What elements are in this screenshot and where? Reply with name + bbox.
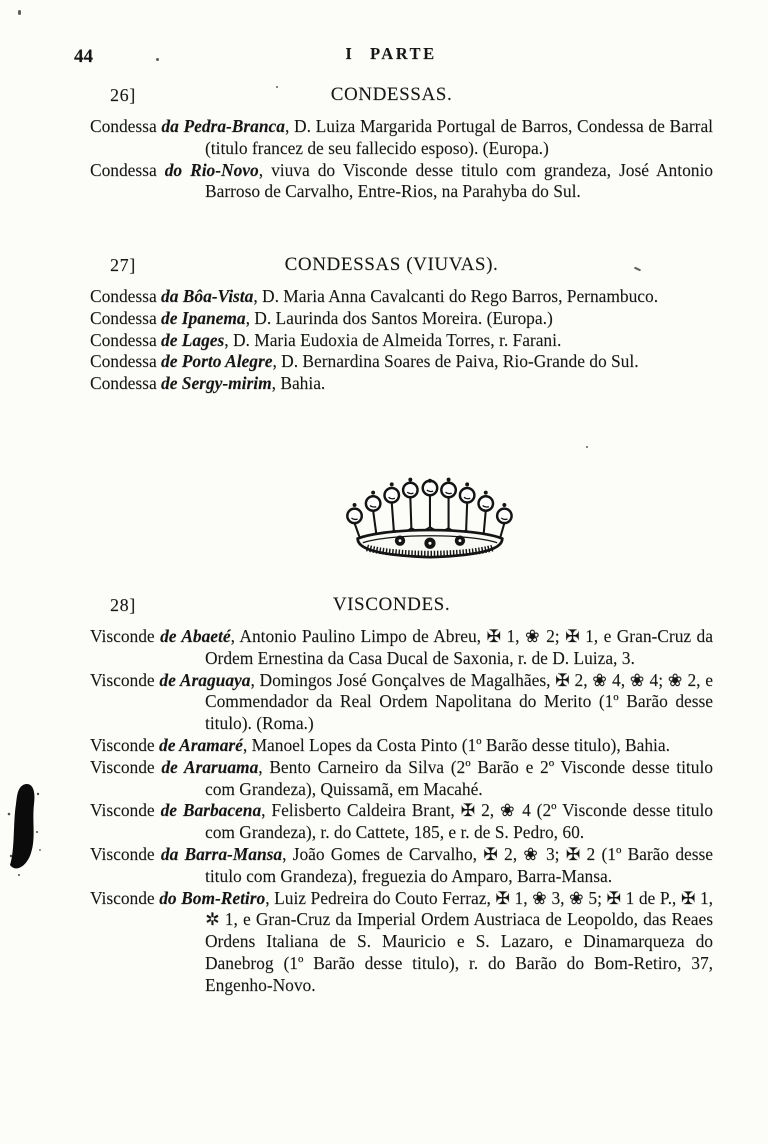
entry-title: de Porto Alegre — [161, 351, 273, 372]
scan-speck — [18, 10, 21, 15]
entry-text: , viuva do Visconde desse titulo com grandeza, José Antonio Barroso de Carvalho, Entre-Rios, na Parahyba do Sul. — [205, 159, 713, 202]
entry-lead: Condessa — [90, 329, 157, 350]
entry-text: , Felisberto Caldeira Brant, ✠ 2, ❀ 4 (2º Visconde desse titulo com Grandeza), r. do Cattete, 185, e r. de S. Pedro, 60. — [205, 800, 713, 843]
entry-title: da Barra-Mansa — [160, 843, 283, 864]
entry-title: de Abaeté — [160, 626, 231, 646]
entry — [70, 735, 713, 757]
entry-title: de Araguaya — [159, 669, 251, 690]
entry-lead: Condessa — [90, 307, 157, 328]
entry-text: , D. Laurinda dos Santos Moreira. (Europa.) — [245, 307, 553, 328]
entry — [70, 286, 713, 308]
entry — [70, 351, 713, 373]
entry — [70, 308, 713, 330]
viscount-coronet-icon — [338, 477, 524, 563]
page-number: 44 — [74, 46, 93, 67]
entry — [70, 160, 713, 204]
entry — [70, 844, 713, 888]
scan-speck — [156, 58, 159, 61]
section-heading-row — [70, 254, 713, 276]
entry-title: de Ipanema — [161, 307, 246, 328]
entry — [70, 626, 713, 670]
entry-title: de Araruama — [161, 756, 259, 777]
section-viscondes — [70, 594, 713, 997]
entry-title: de Barbacena — [160, 800, 262, 821]
entry-title: de Aramaré — [159, 734, 243, 755]
entry-text: , João Gomes de Carvalho, ✠ 2, ❀ 3; ✠ 2 (1º Barão desse titulo com Grandeza), freguezia do Amparo, Barra-Mansa. — [205, 843, 713, 886]
section-condessas-viuvas — [70, 254, 713, 395]
entry — [70, 373, 713, 395]
entry — [70, 670, 713, 735]
entry-lead: Condessa — [90, 373, 157, 394]
entry-text: , Bahia. — [271, 373, 326, 394]
entry-text: , D. Maria Eudoxia de Almeida Torres, r. Farani. — [224, 329, 562, 350]
entry-text: , D. Luiza Margarida Portugal de Barros, Condessa de Barral (titulo francez de seu fallecido esposo). (Europa.) — [205, 116, 713, 158]
running-title: I PARTE — [345, 44, 437, 63]
entry-text: , D. Bernardina Soares de Paiva, Rio-Grande do Sul. — [272, 351, 639, 372]
entry-lead: Condessa — [90, 116, 157, 136]
entry-title: do Bom-Retiro — [159, 887, 266, 908]
entry-text: , Bento Carneiro da Silva (2º Barão e 2º Visconde desse titulo com Grandeza), Quissamã, em Macahé. — [205, 756, 713, 799]
section-heading-row — [70, 594, 713, 616]
entry — [70, 116, 713, 160]
entry-lead: Visconde — [90, 843, 155, 864]
scan-speck — [586, 446, 588, 448]
entry — [70, 330, 713, 352]
entry-lead: Visconde — [90, 626, 155, 646]
entry-title: da Pedra-Branca — [161, 116, 285, 136]
section-number: 28] — [110, 595, 136, 615]
entry-lead: Condessa — [90, 286, 157, 306]
entry-title: de Sergy-mirim — [161, 373, 272, 394]
section-number: 27] — [110, 255, 136, 275]
entry-text: , Domingos José Gonçalves de Magalhães, ✠ 2, ❀ 4, ❀ 4; ❀ 2, e Commendador da Real Ordem Napolitana do Merito (1º Barão desse titulo). (Roma.) — [205, 669, 713, 734]
entry-text: , D. Maria Anna Cavalcanti do Rego Barros, Pernambuco. — [253, 286, 659, 306]
entry-lead: Visconde — [90, 756, 155, 777]
entry-lead: Visconde — [90, 800, 155, 821]
entry-lead: Visconde — [90, 734, 155, 755]
entry-title: de Lages — [161, 329, 225, 350]
ink-smudge-artifact — [4, 780, 48, 878]
entry-title: do Rio-Novo — [164, 159, 259, 180]
entry-lead: Condessa — [90, 351, 157, 372]
entry-title: da Bôa-Vista — [161, 286, 254, 306]
section-heading-row — [70, 84, 713, 106]
entry — [70, 800, 713, 844]
entry-lead: Condessa — [90, 159, 157, 180]
section-condessas — [70, 84, 713, 203]
entry-lead: Visconde — [90, 887, 155, 908]
section-title: VISCONDES. — [332, 594, 451, 615]
entry-text: , Manoel Lopes da Costa Pinto (1º Barão desse titulo), Bahia. — [242, 734, 670, 755]
section-title: CONDESSAS (VIUVAS). — [284, 254, 499, 275]
section-title: CONDESSAS. — [330, 84, 453, 105]
entry-text: , Luiz Pedreira do Couto Ferraz, ✠ 1, ❀ 3, ❀ 5; ✠ 1 de P., ✠ 1, ✲ 1, e Gran-Cruz da Imperial Ordem Austriaca de Leopoldo, das Reaes Ordens Italiana de S. Mauricio e S. Lazaro, e Dinamarqueza do Danebrog (1º Barão desse titulo), r. do Barão do Bom-Retiro, 37, Engenho-Novo. — [205, 887, 713, 995]
entry-text: , Antonio Paulino Limpo de Abreu, ✠ 1, ❀ 2; ✠ 1, e Gran-Cruz da Ordem Ernestina da Casa Ducal de Saxonia, r. de D. Luiza, 3. — [205, 626, 713, 668]
entry — [70, 888, 713, 997]
section-number: 26] — [110, 85, 136, 105]
entry-lead: Visconde — [90, 669, 155, 690]
entry — [70, 757, 713, 801]
page-header — [70, 44, 712, 70]
